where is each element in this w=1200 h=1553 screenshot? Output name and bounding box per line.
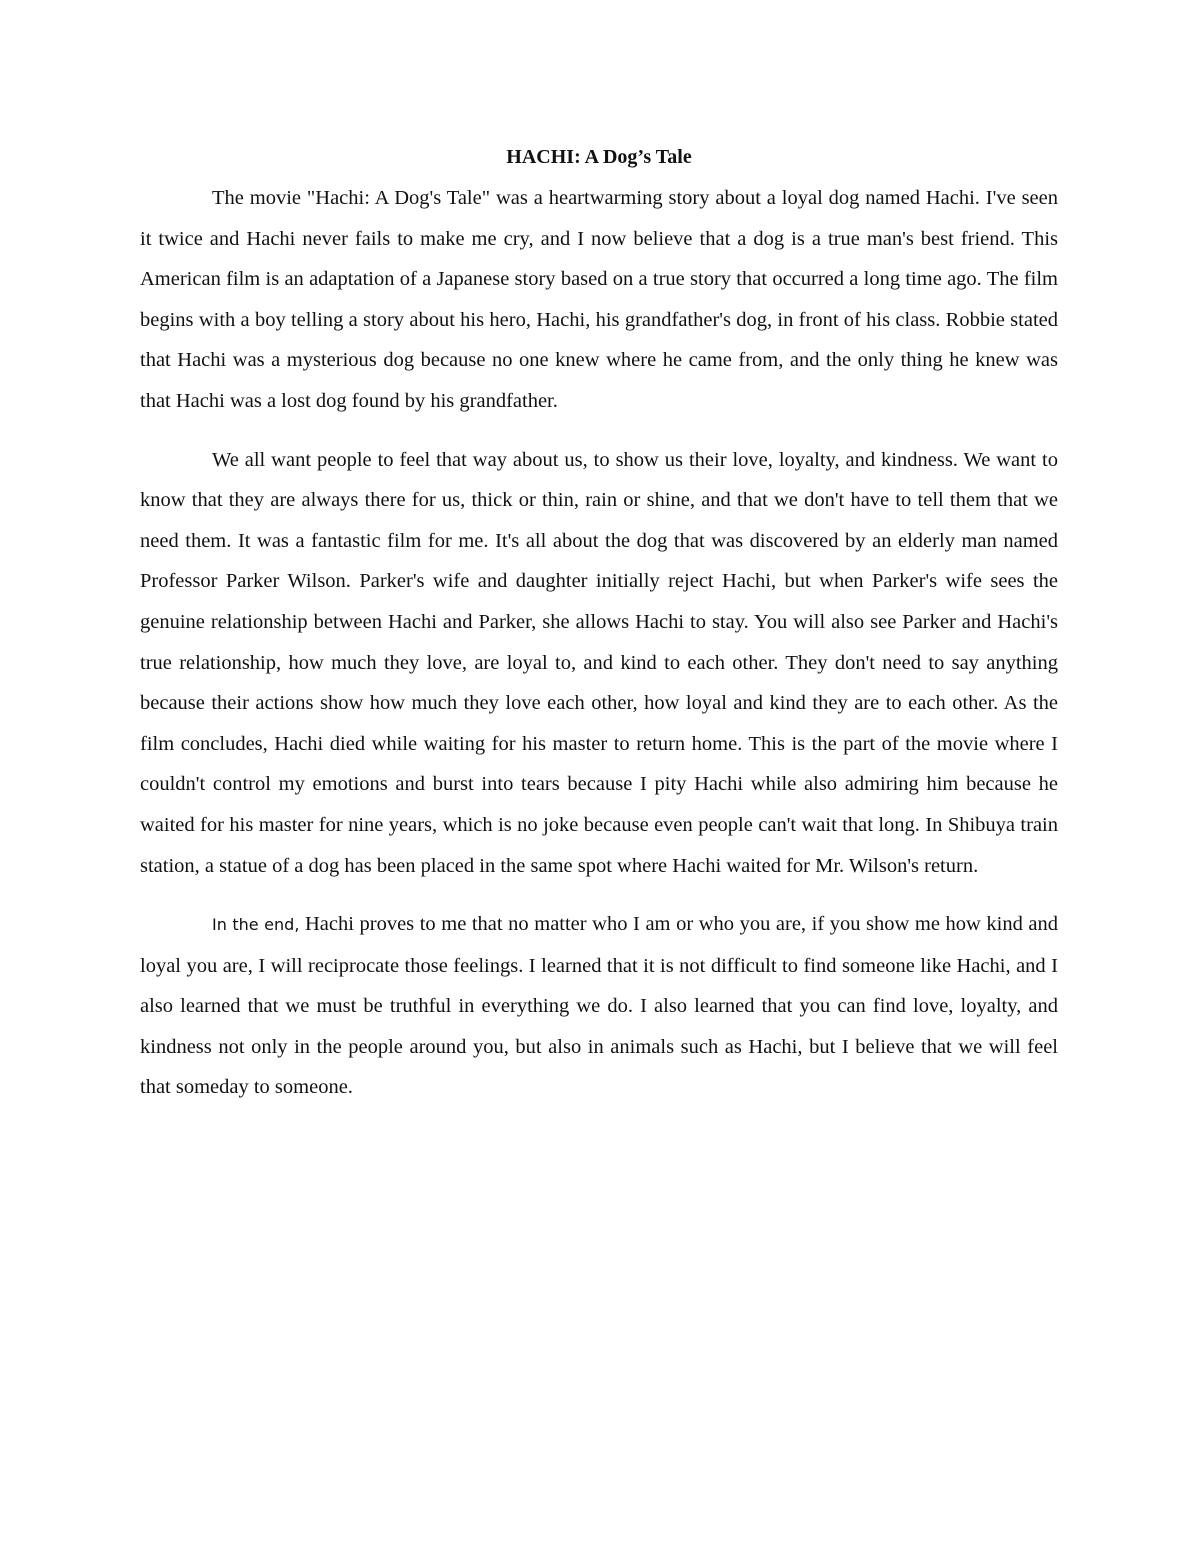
paragraph-3-text: Hachi proves to me that no matter who I am or who you are, if you show me how kind and loyal you are, I will reciprocate those feelings. I learned that it is not difficult to find someone like Hachi, and I also learned that we must be truthful in everything we do. I also learned that you can find love, loyalty, and kindness not only in the people around you, but also in animals such as Hachi, but I believe that we will feel that someday to someone. [140,913,1059,1099]
document-body [140,140,1058,1126]
paragraph-2-text: We all want people to feel that way about us, to show us their love, loyalty, and kindness. We want to know that they are always there for us, thick or thin, rain or shine, and that we don't have to tell them that we need them. It was a fantastic film for me. It's all about the dog that was discovered by an elderly man named Professor Parker Wilson. Parker's wife and daughter initially reject Hachi, but when Parker's wife sees the genuine relationship between Hachi and Parker, she allows Hachi to stay. You will also see Parker and Hachi's true relationship, how much they love, are loyal to, and kind to each other. They don't need to say anything because their actions show how much they love each other, how loyal and kind they are to each other. As the film concludes, Hachi died while waiting for his master to return home. This is the part of the movie where I couldn't control my emotions and burst into tears because I pity Hachi while also admiring him because he waited for his master for nine years, which is no joke because even people can't wait that long. In Shibuya train station, a statue of a dog has been placed in the same spot where Hachi waited for Mr. Wilson's return. [140,448,1058,877]
paragraph-1 [140,178,1058,422]
paragraph-3-lead: In the end, [212,915,300,935]
paragraph-1-text: The movie "Hachi: A Dog's Tale" was a heartwarming story about a loyal dog named Hachi. I've seen it twice and Hachi never fails to make me cry, and I now believe that a dog is a true man's best friend. This American film is an adaptation of a Japanese story based on a true story that occurred a long time ago. The film begins with a boy telling a story about his hero, Hachi, his grandfather's dog, in front of his class. Robbie stated that Hachi was a mysterious dog because no one knew where he came from, and the only thing he knew was that Hachi was a lost dog found by his grandfather. [140,187,1058,412]
paragraph-3 [140,904,1058,1108]
paragraph-2 [140,440,1058,887]
document-title: HACHI: A Dog’s Tale [506,146,692,168]
